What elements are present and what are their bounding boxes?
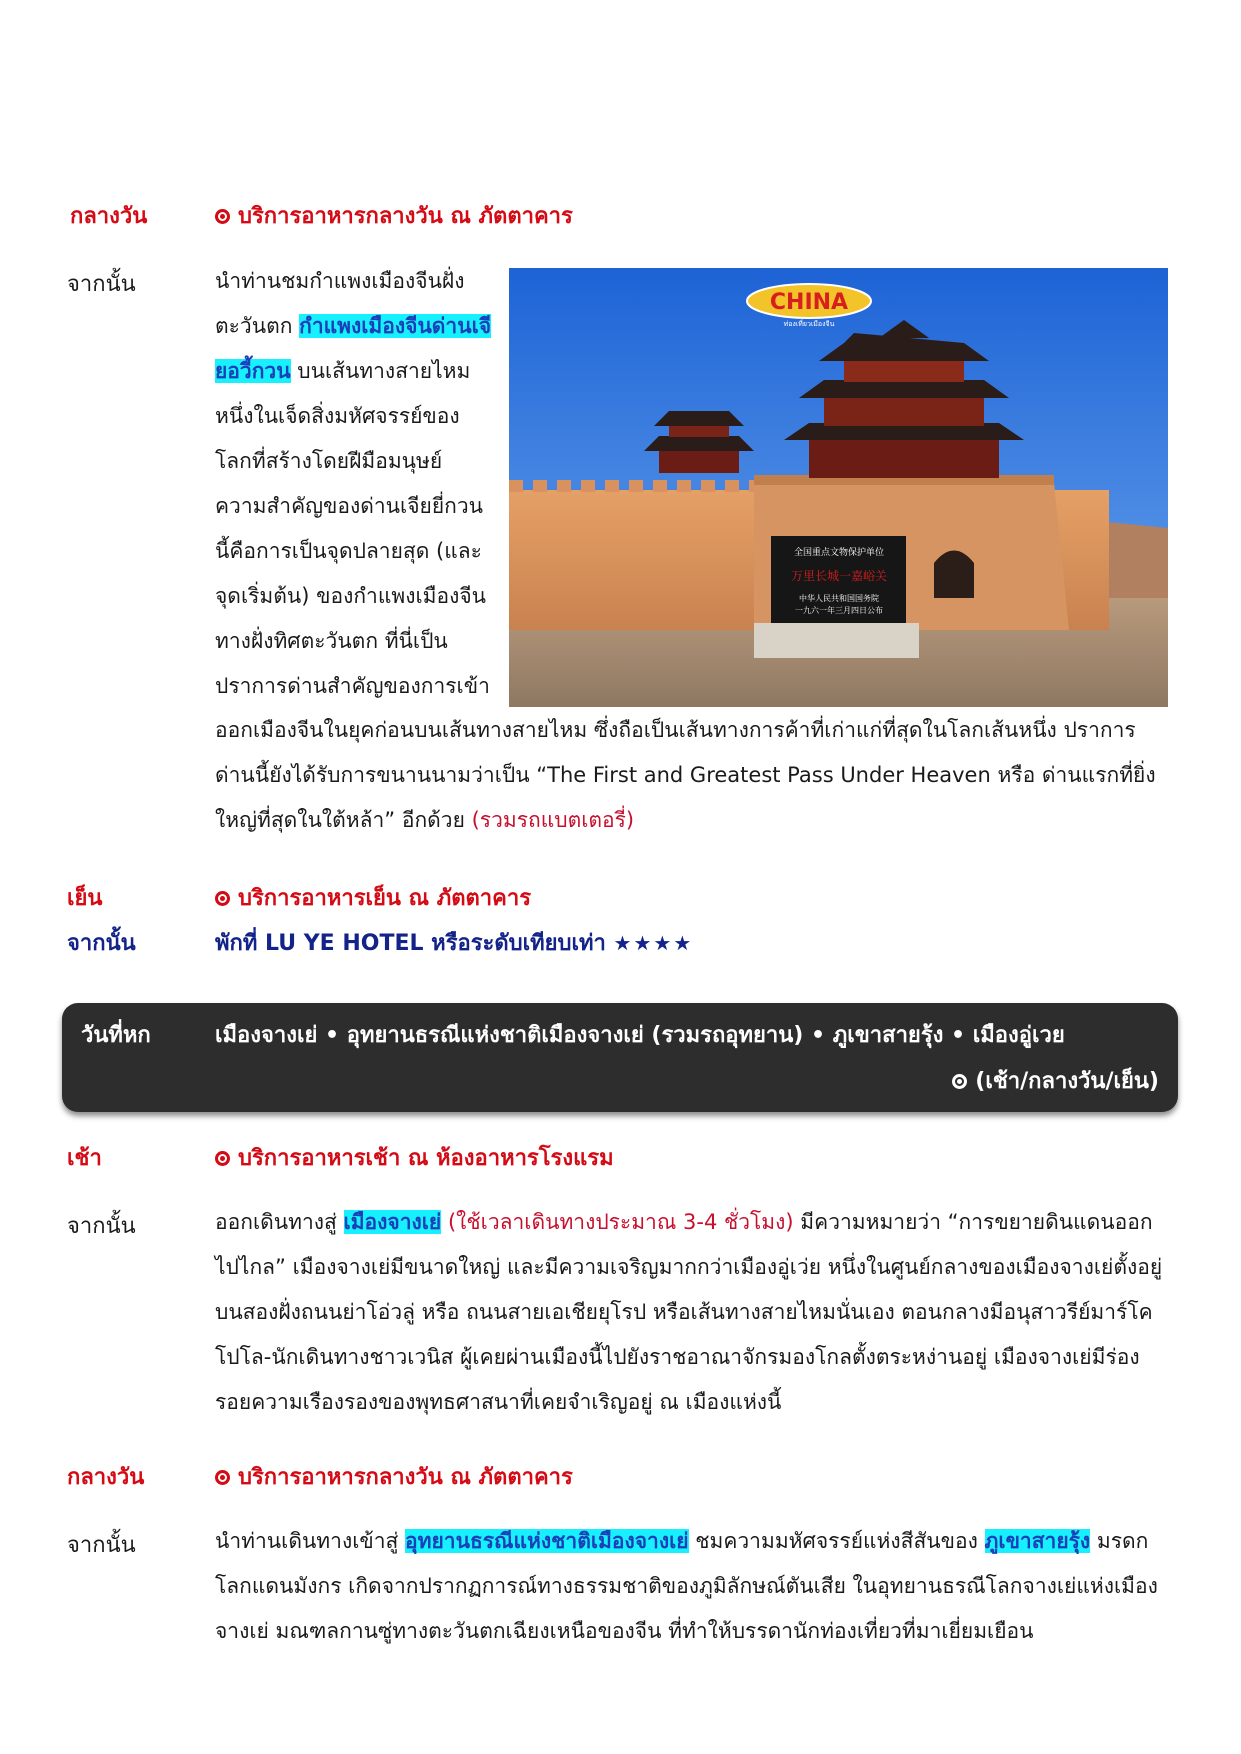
stele-line-2: 万里长城一嘉峪关: [790, 569, 888, 583]
jiayuguan-fort-photo: [509, 268, 1168, 707]
description-text: มีความหมายว่า “การขยายดินแดนออกไปไกล” เมืองจางเย่มีขนาดใหญ่ และมีความเจริญมากกว่าเมืองอู่เว่ย หนึ่งในศูนย์กลางของเมืองจางเย่ตั้งอยู่บนสองฝั่งถนนย่าโอ่วลู่ หรือ ถนนสายเอเชียยุโรป หรือเส้นทางสายไหมนั่นเอง ตอนกลางมีอนุสาวรีย์มาร์โค โปโล-นักเดินทางชาวเวนิส ผู้เคยผ่านเมืองนี้ไปยังราชอาณาจักรมองโกลตั้งตระหง่านอยู่ เมืองจางเย่มีร่องรอยความเรืองรองของพุทธศาสนาที่เคยจำเริญอยู่ ณ เมืองแห่งนี้: [215, 1210, 1163, 1414]
dish-icon: [952, 1074, 967, 1089]
meal-label-breakfast: เช้า: [67, 1146, 102, 1171]
meal-label-dinner: เย็น: [67, 886, 103, 911]
meal-label-lunch: กลางวัน: [70, 204, 148, 229]
star-rating-icon: ★★★★: [613, 931, 694, 955]
description-text: นำท่านเดินทางเข้าสู่: [215, 1529, 399, 1553]
meal-heading-lunch: [215, 198, 573, 233]
meal-heading-lunch: [215, 1459, 573, 1494]
day-itinerary-title: เมืองจางเย่ • อุทยานธรณีแห่งชาติเมืองจางเย่ (รวมรถอุทยาน) • ภูเขาสายรุ้ง • เมืองอู่เวย: [215, 1023, 1065, 1048]
highlight-geopark: อุทยานธรณีแห่งชาติเมืองจางเย่: [405, 1529, 689, 1553]
highlight-zhangye: เมืองจางเย่: [343, 1210, 442, 1234]
hotel-text: พักที่ LU YE HOTEL หรือระดับเทียบเท่า: [215, 931, 606, 956]
meal-heading-dinner: [215, 880, 531, 915]
logo-text: CHINA: [769, 290, 849, 315]
great-wall-description-cont: [215, 708, 1167, 843]
great-wall-description: [215, 259, 495, 709]
description-text: ออกเมืองจีนในยุคก่อนบนเส้นทางสายไหม ซึ่งถือเป็นเส้นทางการค้าที่เก่าแก่ที่สุดในโลกเส้นหนึ่ง ปราการด่านนี้ยังได้รับการขนานนามว่าเป็น “The First and Greatest Pass Under Heaven หรือ ด่านแรกที่ยิ่งใหญ่ที่สุดในใต้หล้า” อีกด้วย: [215, 718, 1156, 832]
meal-text: บริการอาหารเย็น ณ ภัตตาคาร: [238, 886, 532, 911]
highlight-jiayuguan: กำแพงเมืองจีนด่านเจียอวี้กวน: [215, 314, 492, 383]
step-label-then: จากนั้น: [67, 1533, 136, 1558]
meals-text: (เช้า/กลางวัน/เย็น): [975, 1069, 1159, 1094]
meal-text: บริการอาหารกลางวัน ณ ภัตตาคาร: [238, 1465, 573, 1490]
description-text: ออกเดินทางสู่: [215, 1210, 337, 1234]
stele-line-3: 中华人民共和国国务院: [799, 594, 879, 603]
stele-line-1: 全国重点文物保护单位: [793, 548, 885, 558]
step-label-hotel: จากนั้น: [67, 931, 136, 956]
zhangye-description: [215, 1200, 1167, 1425]
meal-label-lunch: กลางวัน: [67, 1465, 145, 1490]
rainbow-mountain-description: [215, 1519, 1167, 1654]
battery-car-note: (รวมรถแบตเตอรี่): [471, 808, 635, 832]
hotel-heading: [215, 925, 693, 960]
description-text: บนเส้นทางสายไหม หนึ่งในเจ็ดสิ่งมหัศจรรย์ของโลกที่สร้างโดยฝีมือมนุษย์ ความสำคัญของด่านเจียยี่กวนนี้คือการเป็นจุดปลายสุด (และจุดเริ่มต้น) ของกำแพงเมืองจีนทางฝั่งทิศตะวันตก ที่นี่เป็นปราการด่านสำคัญของการเข้า: [215, 359, 490, 698]
description-text: ชมความมหัศจรรย์แห่งสีสันของ: [695, 1529, 978, 1553]
step-label-then: จากนั้น: [67, 1214, 136, 1239]
meal-text: บริการอาหารกลางวัน ณ ภัตตาคาร: [238, 204, 573, 229]
travel-time-note: (ใช้เวลาเดินทางประมาณ 3-4 ชั่วโมง): [447, 1210, 794, 1234]
meal-text: บริการอาหารเช้า ณ ห้องอาหารโรงแรม: [238, 1146, 614, 1171]
day-label: วันที่หก: [81, 1023, 151, 1048]
dish-icon: [215, 209, 230, 224]
logo-subtext: ท่องเที่ยวเมืองจีน: [783, 320, 835, 328]
day-header-bar: [62, 1003, 1178, 1112]
dish-icon: [215, 1470, 230, 1485]
dish-icon: [215, 1151, 230, 1166]
description-text: นำท่านชมกำแพงเมืองจีนฝั่งตะวันตก: [215, 269, 465, 338]
highlight-rainbow-mountain: ภูเขาสายรุ้ง: [984, 1529, 1091, 1553]
dish-icon: [215, 891, 230, 906]
day-meals: [952, 1063, 1159, 1098]
description-text: มรดกโลกแดนมังกร เกิดจากปรากฏการณ์ทางธรรมชาติของภูมิลักษณ์ตันเสีย ในอุทยานธรณีโลกจางเย่แห่งเมืองจางเย่ มณฑลกานซู่ทางตะวันตกเฉียงเหนือของจีน ที่ทำให้บรรดานักท่องเที่ยวที่มาเยี่ยมเยือน: [215, 1529, 1158, 1643]
step-label-then: จากนั้น: [67, 272, 136, 297]
meal-heading-breakfast: [215, 1140, 614, 1175]
stele-line-4: 一九六一年三月四日公布: [795, 606, 883, 615]
